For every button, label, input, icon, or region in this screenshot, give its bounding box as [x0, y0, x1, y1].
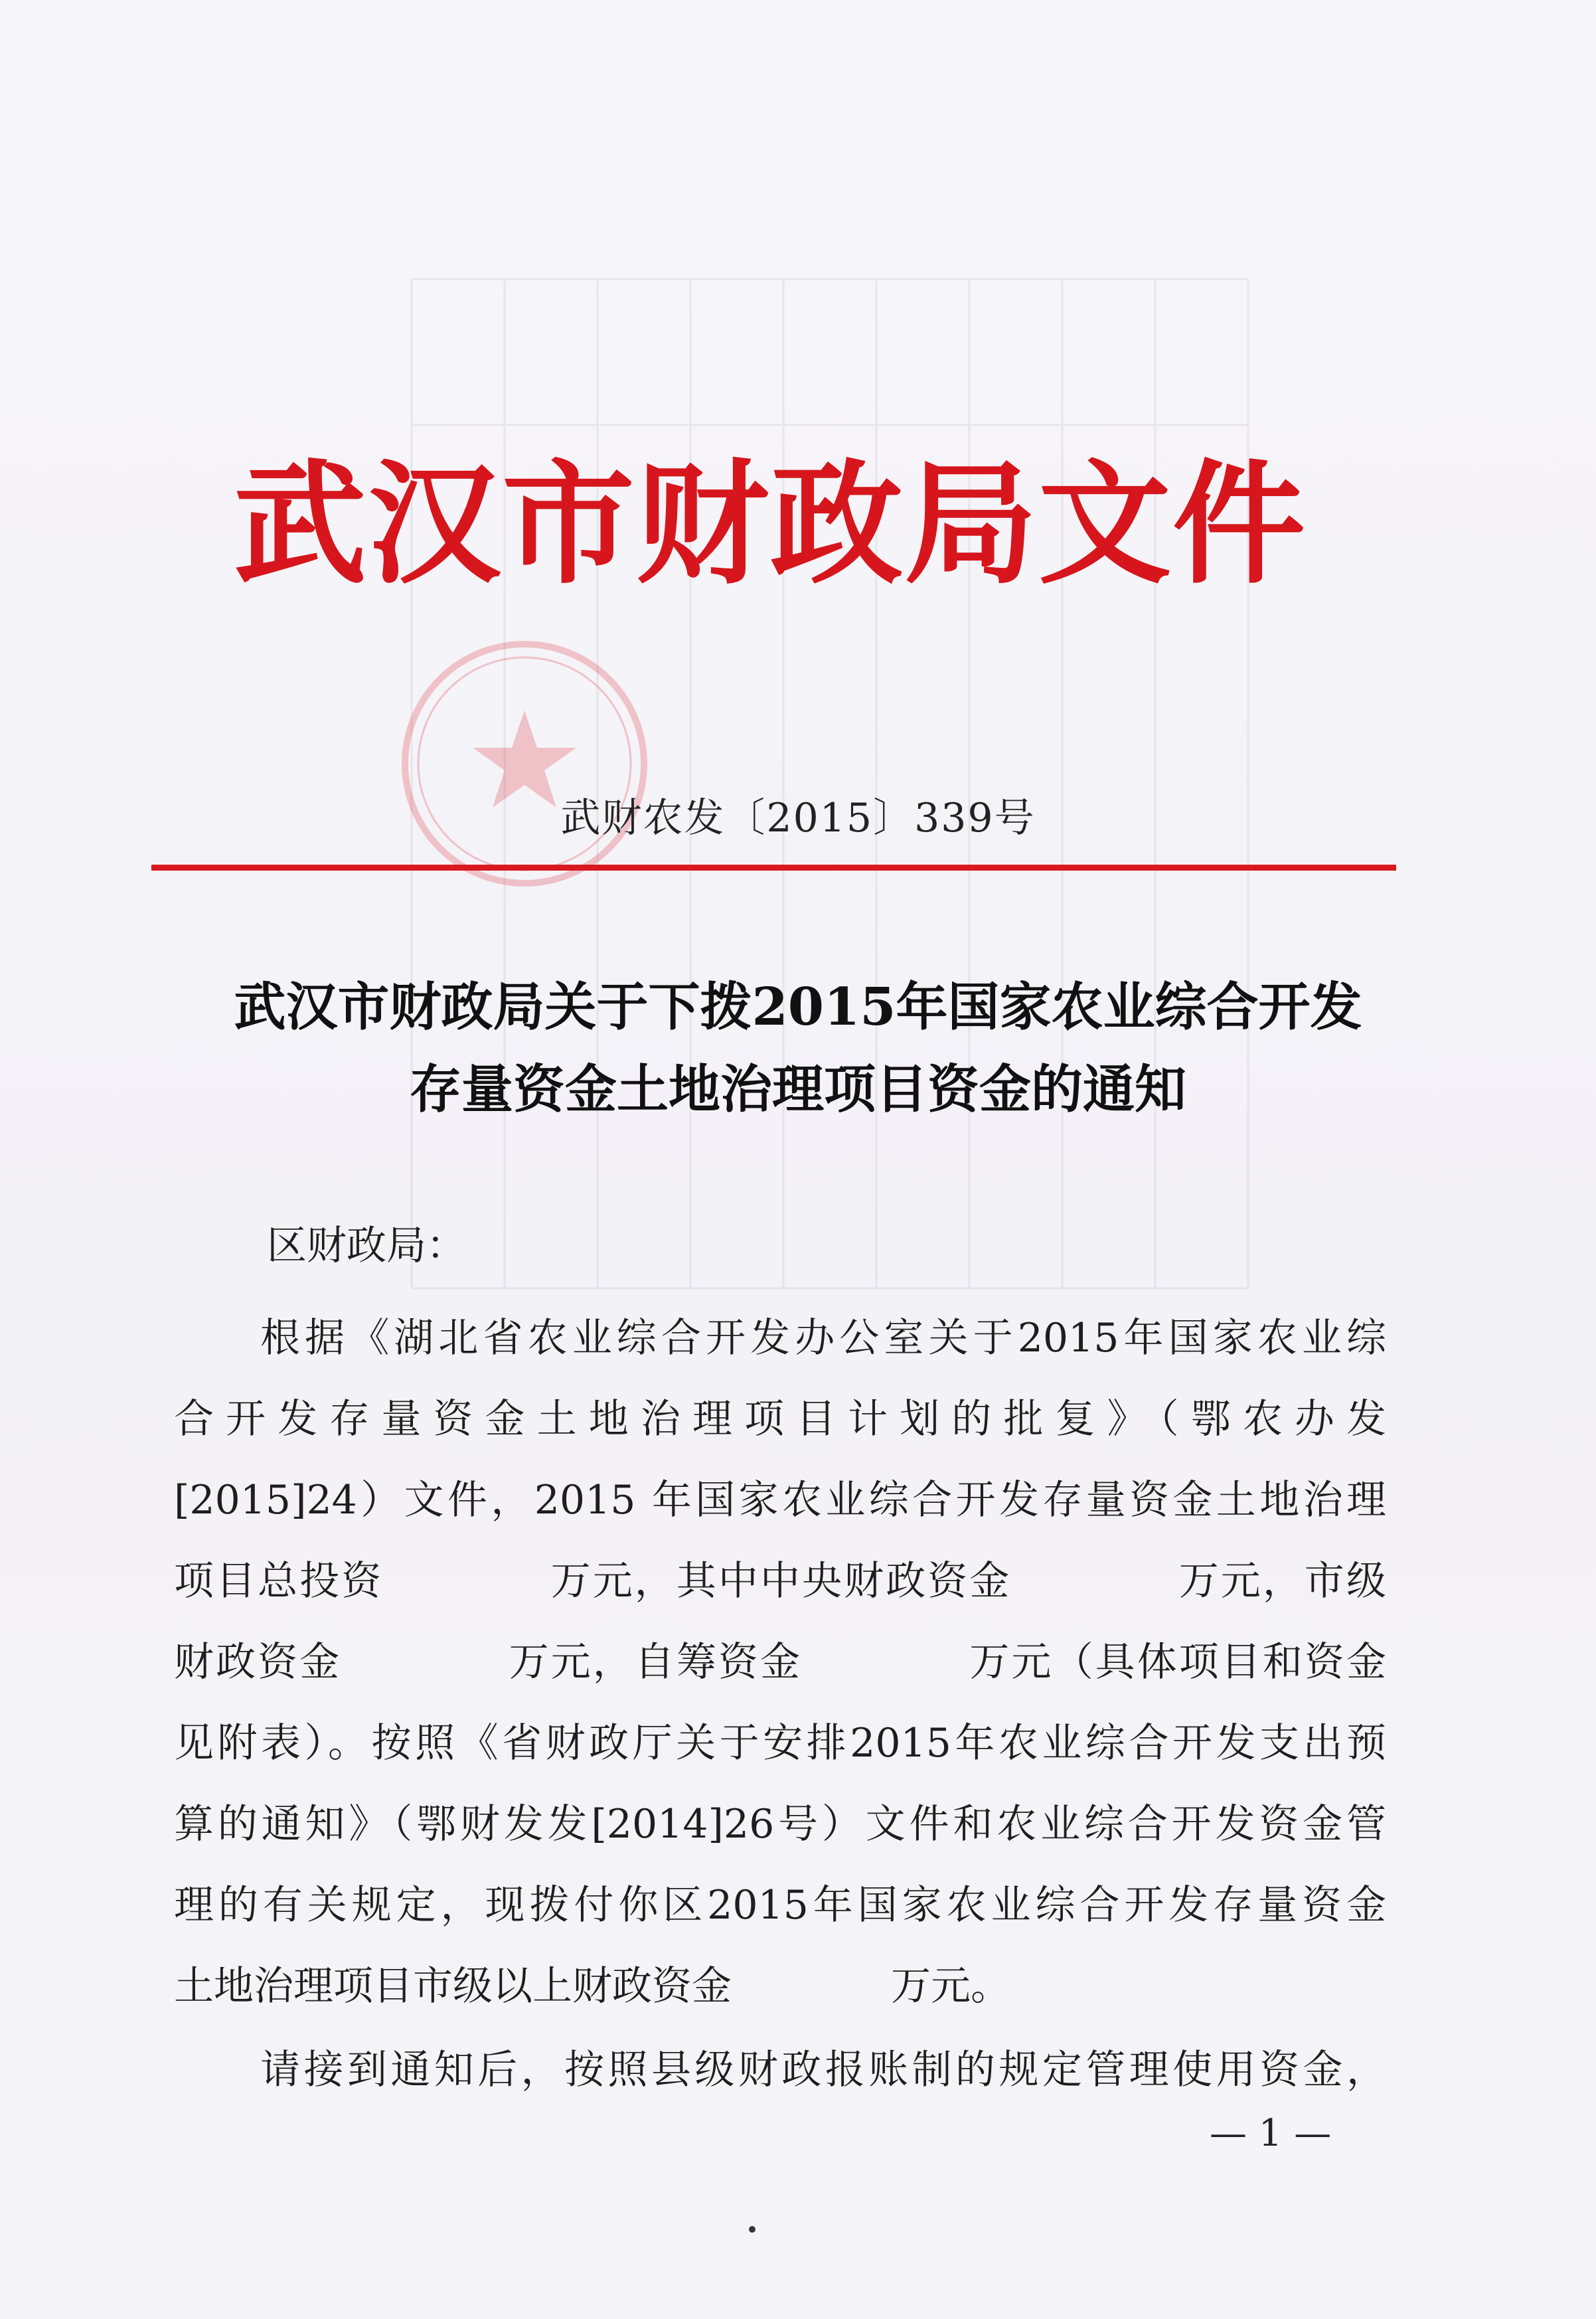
page-number: — 1 —	[1210, 2112, 1332, 2155]
paragraph-1-line: 根据《湖北省农业综合开发办公室关于2015年国家农业综	[260, 1315, 1386, 1361]
paragraph-1-line: 见附表）。按照《省财政厅关于安排2015年农业综合开发支出预	[174, 1720, 1386, 1766]
official-seal-icon	[392, 631, 657, 897]
paragraph-2-line: 请接到通知后，按照县级财政报账制的规定管理使用资金，	[260, 2047, 1386, 2093]
notice-title	[133, 966, 1463, 1131]
paragraph-1-line: [2015]24）文件，2015 年国家农业综合开发存量资金土地治理	[174, 1477, 1386, 1523]
paragraph-1-line: 财政资金 万元，自筹资金 万元（具体项目和资金	[174, 1639, 1386, 1685]
document-number: 武财农发〔2015〕339号	[560, 795, 1036, 841]
salutation: 区财政局：	[267, 1223, 466, 1269]
paragraph-1-line: 算的通知》（鄂财发发[2014]26号）文件和农业综合开发资金管	[174, 1801, 1386, 1847]
paragraph-1	[174, 1298, 1386, 2027]
paragraph-1-line: 土地治理项目市级以上财政资金 万元。	[174, 1963, 1010, 2010]
paragraph-2	[174, 2029, 1386, 2110]
notice-title-line-1: 武汉市财政局关于下拨2015年国家农业综合开发	[234, 977, 1362, 1037]
red-rule-divider	[151, 865, 1396, 871]
scan-speck	[749, 2226, 756, 2233]
notice-title-line-2: 存量资金土地治理项目资金的通知	[409, 1059, 1186, 1120]
paragraph-1-line: 项目总投资 万元，其中中央财政资金 万元，市级	[174, 1558, 1386, 1604]
paragraph-1-line: 合开发存量资金土地治理项目计划的批复》（鄂农办发	[174, 1396, 1386, 1442]
masthead-title: 武汉市财政局文件	[233, 446, 1307, 602]
show-through-table	[359, 252, 1421, 1315]
paragraph-1-line: 理的有关规定，现拨付你区2015年国家农业综合开发存量资金	[174, 1882, 1386, 1929]
